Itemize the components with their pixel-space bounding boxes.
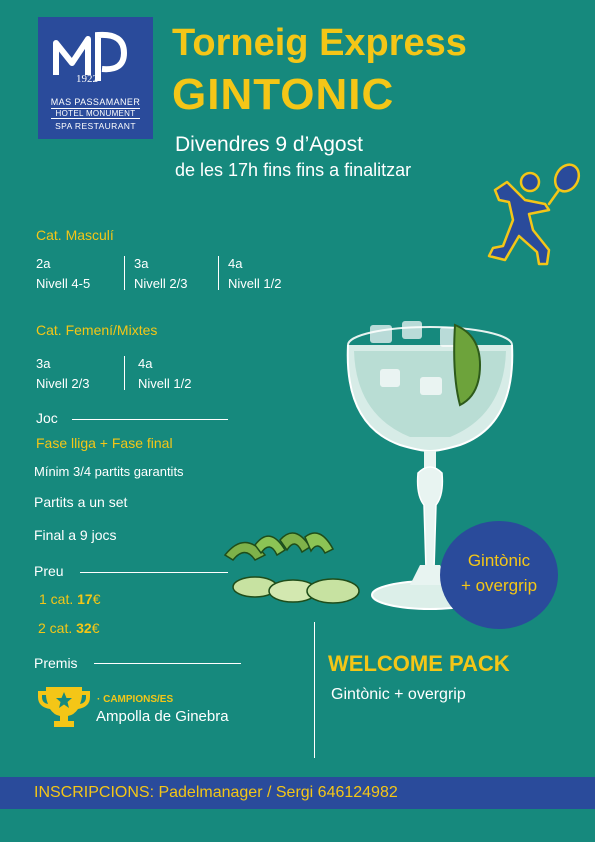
premis-label: · CAMPIONS/ES [97, 694, 174, 705]
padel-player-icon [485, 160, 585, 270]
masculi-cat-3: 4a [228, 256, 243, 271]
gintonic-overgrip-badge [440, 521, 558, 629]
event-date: Divendres 9 d’Agost [175, 133, 363, 156]
joc-title: Joc [36, 410, 58, 426]
femeni-level-2 [138, 354, 191, 394]
joc-final: Final a 9 jocs [34, 527, 117, 543]
divider [124, 256, 125, 290]
title-line2: GINTONIC [172, 70, 395, 119]
premis-prize: Ampolla de Ginebra [96, 708, 229, 725]
premis-title: Premis [34, 655, 78, 671]
footer-bar [0, 777, 595, 809]
welcome-pack-text: Gintònic + overgrip [331, 686, 466, 703]
masculi-cat-1: 2a [36, 256, 51, 271]
divider [218, 256, 219, 290]
price-2 [38, 620, 100, 636]
price-2-currency: € [91, 620, 100, 636]
joc-minim: Mínim 3/4 partits garantits [34, 464, 184, 479]
masculi-nivell-2: Nivell 2/3 [134, 276, 188, 291]
masculi-nivell-3: Nivell 1/2 [228, 276, 282, 291]
preu-line [80, 572, 228, 573]
inscripcions-text: INSCRIPCIONS: Padelmanager / Sergi 646124982 [34, 784, 398, 801]
femeni-cat-1: 3a [36, 356, 51, 371]
title-line1: Torneig Express [172, 22, 467, 64]
masculi-level-3 [228, 254, 281, 294]
trophy-icon [38, 683, 90, 731]
masculi-title: Cat. Masculí [36, 227, 114, 243]
price-1-currency: € [92, 591, 101, 607]
joc-sets: Partits a un set [34, 494, 128, 510]
price-1-value: 17 [77, 591, 93, 607]
masculi-level-2 [134, 254, 187, 294]
price-2-label: 2 cat. [38, 620, 73, 636]
logo-year: 1922 [76, 73, 98, 85]
badge-line2: + overgrip [460, 576, 538, 595]
femeni-nivell-1: Nivell 2/3 [36, 376, 90, 391]
price-2-value: 32 [76, 620, 92, 636]
preu-title: Preu [34, 563, 64, 579]
masculi-cat-2: 3a [134, 256, 149, 271]
masculi-level-1 [36, 254, 90, 294]
femeni-title: Cat. Femení/Mixtes [36, 322, 158, 338]
badge-line1: Gintònic [467, 551, 531, 570]
logo-line1: MAS PASSAMANER [50, 97, 141, 107]
divider [314, 622, 315, 758]
masculi-nivell-1: Nivell 4-5 [36, 276, 91, 291]
premis-line [94, 663, 241, 664]
femeni-cat-2: 4a [138, 356, 153, 371]
femeni-level-1 [36, 354, 89, 394]
price-1-label: 1 cat. [39, 591, 74, 607]
divider [124, 356, 125, 390]
price-1 [39, 591, 101, 607]
logo [38, 17, 153, 139]
logo-line3: SPA RESTAURANT [55, 121, 136, 131]
joc-format: Fase lliga + Fase final [36, 435, 173, 451]
logo-line2: HOTEL MONUMENT [51, 108, 140, 119]
mp-monogram-icon [52, 25, 132, 97]
welcome-pack-title: WELCOME PACK [328, 651, 510, 676]
femeni-nivell-2: Nivell 1/2 [138, 376, 192, 391]
joc-line [72, 419, 228, 420]
event-time: de les 17h fins fins a finalitzar [175, 160, 412, 180]
